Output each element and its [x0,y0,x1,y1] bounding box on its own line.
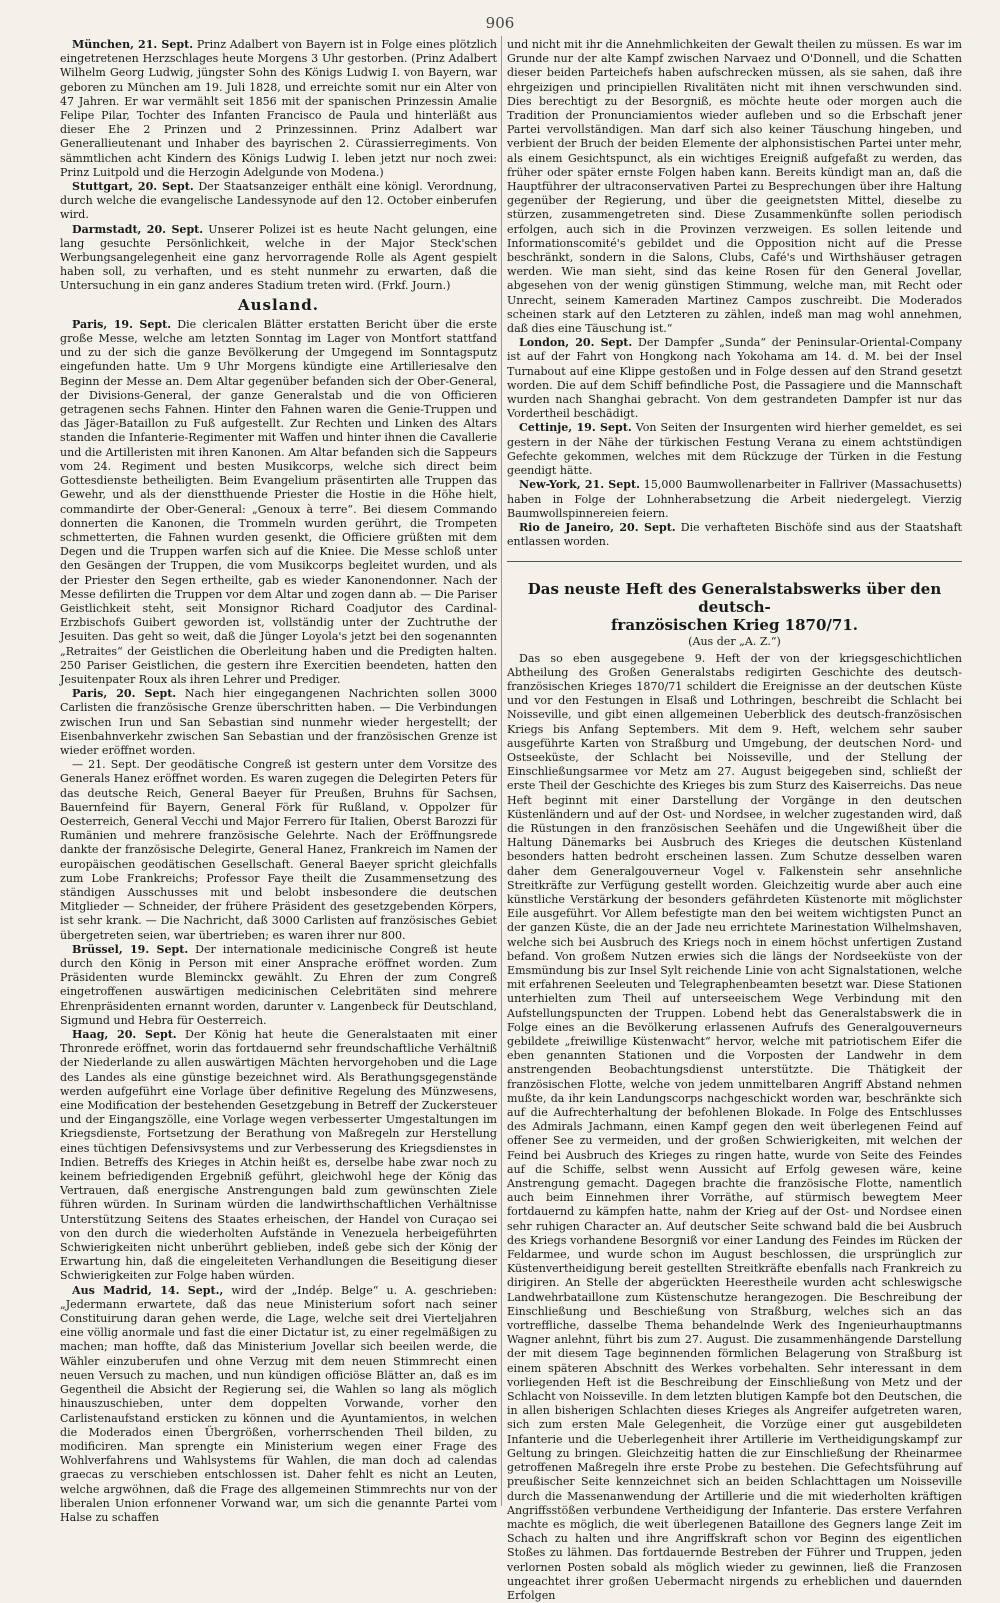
news-item-bruessel [60,943,497,1028]
news-item-haag [60,1028,497,1284]
dateline: Paris, 19. Sept. [72,317,172,331]
dateline: New-York, 21. Sept. [519,478,640,492]
right-column [507,38,963,1602]
dateline: Stuttgart, 20. Sept. [72,180,194,194]
dateline: München, 21. Sept. [72,38,194,51]
news-text: Von Seiten der Insurgenten wird hierher gemeldet, es sei gestern in der Nähe der türkischen Festung Verana zu einem achtstündigen Gefechte gekommen, welches mit dem Rückzuge der Türken in die Festung geendigt hätte. [507,421,963,478]
article-title [507,580,962,634]
news-text: Der König hat heute die Generalstaaten mit einer Thronrede eröffnet, worin das fortdauernd sehr freundschaftliche Verhältniß der Niederlande zu allen auswärtigen Mächten hervorgehoben und die Lage des Landes als eine günstige bezeichnet wird. Als Berathungsgegenstände werden aufgeführt eine Vorlage über definitive Regelung des Münzwesens, eine Modification der bestehenden Gesetzgebung in Betreff der Zuckersteuer und der Eingangszölle, eine Vorlage wegen verbesserter Umgestaltungen im Kriegsdienste, Fortsetzung der Berathung von Maßregeln zur Herstellung eines tüchtigen Defensivsystems und zur Verbesserung des Kriegsdienstes in Indien. Betreffs des Krieges in Atchin heißt es, derselbe habe zwar noch zu keinem befriedigenden Ergebniß geführt, gleichwohl hege der König das Vertrauen, daß energische Anstrengungen bald zum gewünschten Ziele führen würden. In Surinam würden die landwirthschaftlichen Verhältnisse Unterstützung Seitens des Staates erheischen, der Handel von Curaçao sei von den durch die wiederholten Aufstände in Venezuela herbeigeführten Schwierigkeiten nicht unberührt geblieben, indeß gebe sich der König der Erwartung hin, daß die eingeleiteten Verhandlungen die Beseitigung dieser Schwierigkeiten zur Folge haben würden. [60,1028,497,1283]
news-item-paris-19 [60,318,497,687]
news-item-madrid [60,1284,497,1525]
news-text: Die verhafteten Bischöfe sind aus der Staatshaft entlassen worden. [507,520,962,549]
news-item-stuttgart [60,180,497,223]
news-text: 15,000 Baumwollenarbeiter in Fallriver (Massachusetts) haben in Folge der Lohnherabsetzung die Arbeit niedergelegt. Vierzig Baumwollspinnereien feiern. [507,478,962,520]
column-divider [501,36,502,1506]
news-item-darmstadt [60,223,497,294]
news-text: Der geodätische Congreß ist gestern unter dem Vorsitze des Generals Hanez eröffnet worden. Es waren zugegen die Delegirten Peters für das deutsche Reich, General Baeyer für Preußen, Bruhns für Sachsen, Bauernfeind für Bayern, General Förk für Rußland, v. Oppolzer für Oesterreich, General Vecchi und Major Ferrero für Italien, Oberst Barozzi für Rumänien und mehrere französische Gelehrte. Nach der Eröffnungsrede dankte der französische Delegirte, General Hanez, Frankreich im Namen der europäischen geodätischen Gesellschaft. General Baeyer spricht gleichfalls zum Lobe Frankreichs; Professor Faye theilt die Zusammensetzung des ständigen Ausschusses mit und belobt insbesondere die deutschen Mitglieder — Schneider, der frühere Präsident des gesetzgebenden Körpers, ist sehr krank. — Die Nachricht, daß 3000 Carlisten auf französisches Gebiet übergetreten seien, war übertrieben; es waren ihrer nur 800. [60,758,498,942]
madrid-continuation: und nicht mit ihr die Annehmlichkeiten der Gewalt theilen zu müssen. Es war im Grunde nur der alte Kampf zwischen Narvaez und O'Donnell, und die Schatten dieser beiden Parteichefs haben aufschrecken müssen, als sie sahen, daß ihre ehrgeizigen und principiellen Rivalitäten nicht mit ihnen verschwunden sind. Dies berechtigt zu der Besorgniß, es möchte heute oder morgen auch die Tradition der Pronunciamientos wieder aufleben und so die Erbschaft jener Partei vervollständigen. Man darf sich also keiner Täuschung hingeben, und verbient der Bruch der beiden Elemente der alphonsistischen Partei unter mehr, als einem Gesichtspunct, als ein wichtiges Ereigniß aufgefaßt zu werden, das früher oder später ernste Folgen haben kann. Bereits kündigt man an, daß die Hauptführer der ultraconservativen Partei zu Besprechungen über ihre Haltung gegenüber der Regierung, und über die geeignetsten Mittel, dieselbe zu stürzen, zusammengetreten sind. Diese Zusammenkünfte sollen periodisch erfolgen, auch sich in die Provinzen verzweigen. Es sollen leitende und Informationscomité's gebildet und die Opposition nicht auf die Presse beschränkt, sondern in die Salons, Clubs, Café's und Wirthshäuser getragen werden. Wie man sieht, sind das keine Rosen für den General Jovellar, abgesehen von der wenig günstigen Stimmung, welche man, mit Recht oder Unrecht, seinem Kameraden Martinez Campos zuschreibt. Die Moderados scheinen stark auf den Letzteren zu zählen, indeß man mag wohl annehmen, daß dies eine Täuschung ist.“ [507,38,962,336]
news-item-paris-21 [60,758,497,943]
news-item-cettinje [507,421,962,478]
dateline: — 21. Sept. [72,758,140,772]
news-text: Der Staatsanzeiger enthält eine königl. Verordnung, durch welche die evangelische Landessynode auf den 12. October einberufen wird. [60,180,498,222]
news-text: Der Dampfer „Sunda“ der Peninsular-Oriental-Company ist auf der Fahrt von Hongkong nach Yokohama am 14. d. M. bei der Insel Turnabout auf eine Klippe gestoßen und in Folge dessen auf den Strand gesetzt worden. Die auf dem Schiff befindliche Post, die Passagiere und die Mannschaft wurden nach Shanghai gebracht. Von dem gestrandeten Dampfer ist nur das Vordertheil beschädigt. [507,336,962,421]
article-title-line: Das neuste Heft des Generalstabswerks über den deutsch- [527,580,942,617]
news-text: Die clericalen Blätter erstatten Bericht über die erste große Messe, welche am letzten Sonntag im Lager von Montfort stattfand und zu der sich die ganze Bevölkerung der Umgegend im Sonntagsputz eingefunden hatte. Um 9 Uhr Morgens kündigte eine Artilleriesalve den Beginn der Messe an. Dem Altar gegenüber befanden sich der Ober-General, der Divisions-General, der ganze Generalstab und die von Officieren getragenen sechs Fahnen. Hinter den Fahnen waren die Genie-Truppen und das Jäger-Bataillon zu Fuß aufgestellt. Zur Rechten und Linken des Altars standen die Infanterie-Regimenter mit Waffen und hinter ihnen die Cavallerie und die Artilleristen mit ihren Kanonen. Am Altar befanden sich die Sappeurs vom 24. Regiment und besten Musikcorps, welche sich direct beim Gottesdienste betheiligten. Beim Evangelium präsentirten alle Truppen das Gewehr, und als der dienstthuende Priester die Hostie in die Höhe hielt, commandirte der Ober-General: „Genoux à terre“. Bei diesem Commando donnerten die Kanonen, die Trommeln wurden gerührt, die Trompeten schmetterten, die Fahnen wurden gesenkt, die Officiere grüßten mit dem Degen und die Truppen warfen sich auf die Kniee. Die Messe schloß unter den Gesängen der Truppen, die vom Musikcorps begleitet wurden, und als der Priester den Segen ertheilte, gab es wieder Kanonendonner. Nach der Messe defilirten die Truppen vor dem Altar und zogen dann ab. — Die Pariser Geistlichkeit steht, seit Monsignor Richard Coadjutor des Cardinal-Erzbischofs Guibert geworden ist, vollständig unter der Zuchtruthe der Jesuiten. Das geht so weit, daß die Jünger Loyola's jetzt bei den sogenannten „Retraites“ der Geistlichen die Oberleitung haben und die Predigten halten. 250 Pariser Geistlichen, die gestern ihre Exercitien beendeten, hatten den Jesuitenpater Roux als ihren Lehrer und Prediger. [60,317,498,686]
news-text: Der internationale medicinische Congreß ist heute durch den König in Person mit einer Ansprache eröffnet worden. Zum Präsidenten wurde Bleminckx gewählt. Zu Ehren der zum Congreß eingetroffenen auswärtigen medicinischen Celebritäten sind mehrere Ehrenpräsidenten ernannt worden, darunter v. Langenbeck für Deutschland, Sigmund und Hebra für Oesterreich. [60,942,497,1027]
page-number: 906 [485,14,515,32]
article-title-line: französischen Krieg 1870/71. [610,616,859,635]
dateline: Rio de Janeiro, 20. Sept. [519,520,676,534]
section-heading-ausland: Ausland. [237,295,320,314]
news-item-rio [507,521,962,549]
dateline: Darmstadt, 20. Sept. [72,222,204,236]
article-body: Das so eben ausgegebene 9. Heft der von der kriegsgeschichtlichen Abtheilung des Großen Generalstabs redigirten Geschichte des deutsch-französischen Krieges 1870/71 schildert die Ereignisse an der deutschen Küste und vor den Festungen in Elsaß und Lothringen, beschreibt die Schlacht bei Noisseville, und gibt einen allgemeinen Ueberblick des deutsch-französischen Kriegs bis Anfang Septembers. Mit dem 9. Heft, welchem sehr sauber ausgeführte Karten von Straßburg und Umgebung, der deutschen Nord- und Ostseeküste, der Schlacht bei Noisseville, und der Stellung der Einschließungsarmee vor Metz am 27. August beigegeben sind, schließt der erste Theil der Geschichte des Krieges bis zum Sturz des Kaiserreichs. Das neue Heft beginnt mit einer Darstellung der Vorgänge in den deutschen Küstenländern und auf der Ost- und Nordsee, in welcher zugestanden wird, daß die Rüstungen in den französischen Seehäfen und die Ungewißheit über die Haltung Dänemarks bei Ausbruch des Krieges die deutschen Küstenland besonders hatten bedroht erscheinen lassen. Zum Schutze desselben waren daher dem Generalgouverneur Vogel v. Falkenstein sehr ansehnliche Streitkräfte zur Verfügung gestellt worden. Gleichzeitig wurde aber auch eine künstliche Verstärkung der besonders gefährdeten Küstenorte mit möglichster Eile ausgeführt. Vor Allem befestigte man den bei weitem wichtigsten Punct an der ganzen Küste, die an der Jade neu errichtete Marinestation Wilhelmshaven, welche sich bei Ausbruch des Kriegs noch in einem höchst unfertigen Zustand befand. Von großem Nutzen erwies sich die längs der Nordseeküste von der Emsmündung bis zur Insel Sylt reichende Linie von acht Signalstationen, welche mit erfahrenen Seeleuten und Telegraphenbeamten besetzt war. Diese Stationen unterhielten zum Theil auf unterseeischem Wege Verbindung mit den Aufstellungspuncten der Truppen. Lobend hebt das Generalstabswerk die in Folge eines an die Bevölkerung erlassenen Aufrufs des Generalgouverneurs gebildete „freiwillige Küstenwacht“ hervor, welche mit patriotischem Eifer die eben genannten Stationen und die Vorposten der Landwehr in dem anstrengenden Beobachtungsdienst unterstützte. Die Thätigkeit der französischen Flotte, welche von jedem unmittelbaren Angriff Abstand nehmen mußte, da ihr kein Landungscorps nachgeschickt worden war, beschränkte sich auf die Aufrechterhaltung der befohlenen Blokade. In Folge des Entschlusses des Admirals Jachmann, einen Kampf gegen den weit überlegenen Feind auf offener See zu vermeiden, und der großen Schwierigkeiten, mit welchen der Feind bei Ausbruch des Krieges zu ringen hatte, wurde von Seite des Feindes auf die Schiffe, selbst wenn Aussicht auf Erfolg gewesen wäre, keine Anstrengung gemacht. Dagegen brachte die französische Flotte, namentlich auch beim Einnehmen ihrer Vorräthe, auf stürmisch bewegtem Meer fortdauernd zu kämpfen hatte, nahm der Krieg auf der Ost- und Nordsee einen sehr ruhigen Character an. Auf deutscher Seite schwand bald die bei Ausbruch des Kriegs vorhandene Besorgniß vor einer Landung des Feindes im Rücken der Feldarmee, und wurde schon im August beschlossen, die ursprünglich zur Küstenvertheidigung bereit gestellten Streitkräfte ebenfalls nach Frankreich zu dirigiren. An Stelle der abgerückten Heerestheile wurden acht schleswigsche Landwehrbataillone zum Küstenschutze herangezogen. Die Beschreibung der Einschließung und Beschießung von Straßburg, welches sich an das vortreffliche, dasselbe Thema behandelnde Werk des Ingenieurhauptmanns Wagner anlehnt, führt bis zum 27. August. Die zusammenhängende Darstellung der mit diesem Tage beginnenden förmlichen Belagerung von Straßburg ist einem späteren Abschnitt des Werkes vorbehalten. Sehr interessant in dem vorliegenden Heft ist die Beschreibung der Einschließung von Metz und der Schlacht von Noisseville. In dem letzten blutigen Kampfe bot den Deutschen, die in allen bisherigen Schlachten dieses Krieges als Angreifer aufgetreten waren, sich zum ersten Male Gelegenheit, die Vorzüge einer gut ausgebildeten Infanterie und die Ueberlegenheit ihrer Artillerie im Vertheidigungskampf zur Geltung zu bringen. Gleichzeitig hatten die zur Einschließung der Rheinarmee getroffenen Maßregeln ihre erste Probe zu bestehen. Die Gefechtsführung auf preußischer Seite kennzeichnet sich an beiden Schlachttagen um Noisseville durch die Massenanwendung der Artillerie und die mit wiederholten kräftigen Angriffsstößen verbundene Vertheidigung der Infanterie. Das erstere Verfahren machte es möglich, die weit überlegenen Bataillone des Gegners lange Zeit im Schach zu halten und ihre Angriffskraft schon vor Beginn des eigentlichen Stoßes zu lähmen. Das fortdauernde Bestreben der Führer und Truppen, jeden verlornen Posten sobald als möglich wieder zu gewinnen, ließ die Franzosen ungeachtet ihrer großen Uebermacht nirgends zu erheblichen und dauernden Erfolgen [507,651,962,1602]
news-text: Prinz Adalbert von Bayern ist in Folge eines plötzlich eingetretenen Herzschlages heute Morgens 3 Uhr gestorben. (Prinz Adalbert Wilhelm Georg Ludwig, jüngster Sohn des Königs Ludwig I. von Bayern, war geboren zu München am 19. Juli 1828, und erreichte somit nur ein Alter von 47 Jahren. Er war vermählt seit 1856 mit der spanischen Prinzessin Amalie Felipe Pilar, Tochter des Infanten Francisco de Paula und hinterläßt aus dieser Ehe 2 Prinzen und 2 Prinzessinnen. Prinz Adalbert war Generallieutenant und Inhaber des bayrischen 2. Cürassierregiments. Von sämmtlichen acht Kindern des Königs Ludwig I. leben jetzt nur noch zwei: Prinz Luitpold und die Herzogin Adelgunde von Modena.) [60,38,498,179]
dateline: Cettinje, 19. Sept. [519,421,632,435]
left-column [60,38,498,1524]
news-item-london [507,336,962,421]
news-text: wird der „Indép. Belge“ u. A. geschrieben: „Jedermann erwartete, daß das neue Ministerium sofort nach seiner Constituirung daran gehen werde, die Lage, welche seit drei Vierteljahren eine völlig anormale und fast die einer Dictatur ist, zu einer regelmäßigen zu machen; man hoffte, daß das Ministerium Jovellar sich beeilen werde, die Wähler einzuberufen und ohne Verzug mit dem neuen Stimmrecht einen neuen Versuch zu machen, und nun kündigen officiöse Blätter an, daß es im Gegentheil die Absicht der Regierung sei, die Wahlen so lang als möglich hinauszuschieben, unter dem doppelten Vorwande, vorher den Carlistenaufstand ersticken zu können und die Ayuntamientos, in welchen die Moderados einen Übergrößen, vorherrschenden Theil bilden, zu modificiren. Man sprengte ein Ministerium wegen einer Frage des Wohlverfahrens und Wahlsystems für Wahlen, die man doch ad calendas graecas zu verschieben entschlossen ist. Daher fehlt es nicht an Leuten, welche argwöhnen, daß die Frage des allgemeinen Stimmrechts nur von der liberalen Union erfonnener Vorwand war, um sich die genannte Partei vom Halse zu schaffen [60,1283,497,1524]
dateline: Paris, 20. Sept. [72,687,177,701]
dateline: Brüssel, 19. Sept. [72,942,189,956]
news-item-new-york [507,478,962,521]
article-source: (Aus der „A. Z.“) [688,635,781,649]
dateline: Aus Madrid, 14. Sept., [72,1283,224,1297]
news-text: Unserer Polizei ist es heute Nacht gelungen, eine lang gesuchte Persönlichkeit, welche in der Major Steck'schen Werbungsangelegenheit eine ganz hervorragende Rolle als Agent gespielt haben soll, zu verhaften, und es steht nunmehr zu erwarten, daß die Untersuchung in ein ganz anderes Stadium treten wird. (Frkf. Journ.) [60,222,497,293]
dateline: Haag, 20. Sept. [72,1028,177,1042]
dateline: London, 20. Sept. [519,336,633,350]
news-item-muenchen [60,38,497,180]
article-separator [507,561,962,562]
news-item-paris-20 [60,687,497,758]
news-text: Nach hier eingegangenen Nachrichten sollen 3000 Carlisten die französische Grenze überschritten haben. — Die Verbindungen zwischen Irun und San Sebastian sind nunmehr wieder hergestellt; der Eisenbahnverkehr zwischen San Sebastian und der französischen Grenze ist wieder eröffnet worden. [60,687,497,757]
